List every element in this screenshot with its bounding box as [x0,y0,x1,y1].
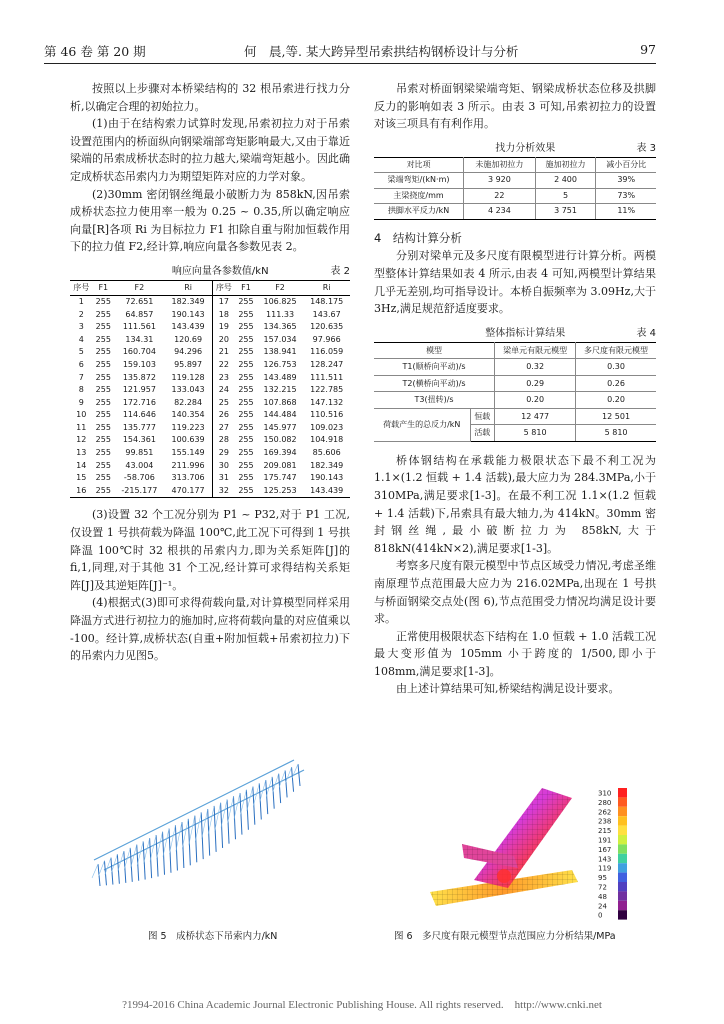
table-cell: 255 [238,309,254,319]
legend-tick-label: 95 [598,874,607,883]
table-cell: 11% [596,204,656,220]
table-cell: 5 [535,188,596,204]
cable-line [227,796,233,823]
table-cell: 255 [238,372,254,382]
left-column [70,80,350,665]
table-4-caption: 整体指标计算结果 表 4 [485,327,656,339]
footer-copyright: ?1994-2016 China Academic Journal Electronic Publishing House. All rights reserved. http://www.cnki.net [122,999,602,1011]
paragraph: 分别对梁单元及多尺度有限模型进行计算分析。两模型整体计算结果如表 4 所示,由表 4 可知,两模型计算结果几乎无差别,均可指导设计。本桥自振频率为 3.09Hz,大于 3Hz,满足规范舒适度要求。 [374,249,656,316]
table-cell: 22 [212,359,235,372]
table-header-cell: 未施加初拉力 [464,157,536,173]
table-cell: 135.777 [122,422,156,432]
table-cell: 7 [78,372,84,382]
table-cell: 4 [78,334,84,344]
table-row [70,334,350,347]
paragraph: 桥体钢结构在承载能力极限状态下最不利工况为 1.1×(1.2 恒载 + 1.4 活载),最大应力为 284.3MPa,小于 310MPa,满足要求[1-3]。在最不利工况 1.1×(1.2 恒载 + 1.4 活载)下,吊索具有最大轴力,为 414kN。30mm 密封钢丝绳,最小破断拉力为 858kN,大于 818kN(414kN×2),满足要求[1-3]。 [374,453,656,555]
table-cell: 27 [212,422,235,435]
table-cell: 2 [78,309,84,319]
legend-swatch [618,891,627,900]
table-cell: 21 [212,346,235,359]
cable-line [292,764,298,778]
legend-swatch [618,844,627,853]
table-cell: 18 [212,309,235,322]
table-cell: 主梁挠度/mm [374,188,464,204]
cable-line [169,825,175,854]
legend-tick-label: 262 [598,808,612,817]
cable-line [208,806,214,835]
cable-line [202,809,208,839]
table-cell: T2(横桥向平动)/s [374,375,495,392]
table-cell: 16 [70,485,93,498]
table-cell: 1 [78,296,84,306]
legend-swatch [618,863,627,872]
table-cell: 128.247 [310,359,344,369]
table-cell: 255 [95,359,111,369]
table-cell: 3 920 [464,173,536,189]
table-cell: 5 810 [495,425,576,442]
cable-line [286,767,292,783]
table-cell: -58.706 [123,473,155,483]
table-row [70,372,350,385]
cable-line [150,835,156,861]
table-cell: 10 [76,410,87,420]
legend-tick-label: 280 [598,798,612,807]
cable-line [144,838,150,863]
table-cell: 157.034 [263,334,297,344]
table-row [70,485,350,498]
paragraph: (4)根据式(3)即可求得荷载向量,对计算模型同样采用降温方式进行初拉力的施加时,应将荷载向量的对应值乘以 -100。经计算,成桥状态(自重+附加恒载+吊索初拉力)下的吊索内力见图5。 [70,596,350,663]
cable-line [260,780,266,802]
table-cell: 255 [238,296,254,306]
table-cell: 17 [212,295,235,308]
table-cell: 255 [238,410,254,420]
cable-line [215,803,221,832]
table-header-cell: F1 [235,280,257,295]
table-cell: 144.484 [263,410,297,420]
table-row [374,408,656,425]
legend-tick-label: 119 [598,864,612,873]
table-cell: 拱脚水平反力/kN [374,204,464,220]
table-cell: 97.966 [312,334,341,344]
table-cell: 0.32 [495,359,576,376]
table-2 [70,280,350,499]
page-header [44,42,656,64]
table-cell: 73% [596,188,656,204]
journal-volume: 第 46 卷 第 20 期 [44,44,146,59]
page-number: 97 [640,42,656,57]
table-cell: 132.215 [263,385,297,395]
figure-5-caption: 图 5 成桥状态下吊索内力/kN [148,931,278,942]
cable-line [163,829,169,857]
legend-swatch [618,882,627,891]
cable-line [272,777,274,809]
paragraph: 考察多尺度有限元模型中节点区域受力情况,考虑圣维南原理节点范围最大应力为 216.02MPa,出现在 1 号拱与桥面钢梁交点处(图 6),节点范围受力情况均满足设计要求。 [374,559,656,626]
table-cell: 梁端弯矩/(kN·m) [374,173,464,189]
table-row [70,295,350,308]
legend-tick-label: 238 [598,817,612,826]
table-header-cell: 减小百分比 [596,157,656,173]
legend-swatch [618,854,627,863]
cable-line [182,819,188,849]
table-cell: 138.941 [263,347,297,357]
table-cell: 150.082 [263,435,297,445]
table-cell: 11 [76,422,87,432]
table-cell: 28 [212,434,235,447]
table-cell: 160.704 [122,347,156,357]
table-cell: 313.706 [171,473,205,483]
table-row [70,309,350,322]
table-cell: 143.439 [171,322,205,332]
table-cell: 255 [238,385,254,395]
table-row [374,204,656,220]
legend-swatch [618,835,627,844]
legend-swatch [618,797,627,806]
table-cell: 255 [95,473,111,483]
table-cell: 172.716 [122,397,156,407]
table-cell: 23 [212,372,235,385]
table-cell: 116.059 [310,347,344,357]
deck-line [94,760,294,860]
table-cell: 15 [76,473,87,483]
table-header-cell: 多尺度有限元模型 [576,342,656,359]
table-3 [374,157,656,220]
table-header-cell: F2 [257,280,304,295]
legend-swatch [618,788,627,797]
legend-swatch [618,901,627,910]
cable-line [240,790,246,815]
legend-swatch [618,826,627,835]
cable-line [298,764,300,786]
table-cell: 255 [95,347,111,357]
table-cell: 0.20 [576,392,656,409]
table-cell: 470.177 [165,485,212,498]
table-cell: 255 [95,410,111,420]
table-cell: 154.361 [122,435,156,445]
table-cell: 255 [95,296,111,306]
table-cell: 255 [95,334,111,344]
table-cell: T3(扭转)/s [374,392,495,409]
max-stress-spot [497,869,511,883]
table-row [374,392,656,409]
cable-line [124,848,130,870]
table-cell: 114.646 [122,410,156,420]
table-cell: 143.439 [303,485,350,498]
table-cell: 9 [78,397,84,407]
table-cell: 255 [95,448,111,458]
table-cell: 255 [93,485,115,498]
table-cell: 14 [76,460,87,470]
legend-tick-label: 72 [598,883,607,892]
right-column [374,80,656,698]
cable-line [221,799,227,827]
table-cell: 30 [212,460,235,473]
table-cell: 143.67 [312,309,341,319]
paragraph: 按照以上步骤对本桥梁结构的 32 根吊索进行找力分析,以确定合理的初始拉力。 [70,82,350,113]
table-cell: 190.143 [171,309,205,319]
table-row [70,460,350,473]
table-cell: 155.149 [171,448,205,458]
table-header-cell: F2 [114,280,165,295]
table-cell: 32 [212,485,235,498]
table-cell: 13 [76,448,87,458]
table-cell: 120.69 [174,334,203,344]
table-cell: 26 [212,409,235,422]
cable-line [195,812,201,842]
table-cell: 255 [95,372,111,382]
table-cell: 119.223 [171,422,205,432]
table-cell: 125.253 [257,485,304,498]
table-cell: 64.857 [125,309,154,319]
table-row [374,359,656,376]
table-cell: 135.872 [122,372,156,382]
table-cell: 255 [238,422,254,432]
table-cell: -215.177 [114,485,165,498]
cable-line [157,832,163,859]
table-cell: 255 [95,385,111,395]
table-cell: 82.284 [174,397,203,407]
table-row [70,359,350,372]
legend-tick-label: 191 [598,836,612,845]
table-cell: 0.20 [495,392,576,409]
table-cell: T1(顺桥向平动)/s [374,359,495,376]
table-cell: 39% [596,173,656,189]
table-cell: 6 [78,359,84,369]
table-row [70,422,350,435]
table-cell: 12 501 [576,408,656,425]
table-cell: 182.349 [310,460,344,470]
table-cell: 5 810 [576,425,656,442]
table-cell: 85.606 [312,448,341,458]
table-row [70,447,350,460]
table-cell: 148.175 [310,296,344,306]
paragraph: (1)由于在结构索力试算时发现,吊索初拉力对于吊索设置范围内的桥面纵向钢梁端部弯矩影响最大,又由于靠近梁端的吊索成桥状态时的拉力越大,梁端弯矩越小。因此确定成桥状态吊索内力为期望矩阵对应的力学对象。 [70,117,350,183]
table-cell: 4 234 [464,204,536,220]
table-cell: 95.897 [174,359,203,369]
cable-line [279,774,281,803]
table-cell: 169.394 [263,448,297,458]
legend-tick-label: 143 [598,855,612,864]
table-cell: 133.043 [171,385,205,395]
table-cell: 255 [238,347,254,357]
cable-line [176,822,182,851]
table-cell: 0.26 [576,375,656,392]
table-cell: 8 [78,385,84,395]
table-cell: 147.132 [310,397,344,407]
table-row [70,346,350,359]
table-2-caption: 响应向量各参数值/kN 表 2 [171,265,350,277]
table-header-cell: 梁单元有限元模型 [495,342,576,359]
table-cell: 104.918 [310,435,344,445]
table-cell: 110.516 [310,410,344,420]
table-cell: 106.825 [263,296,297,306]
paragraph: 正常使用极限状态下结构在 1.0 恒载 + 1.0 活载工况最大变形值为 105mm 小于跨度的 1/500,即小于 108mm,满足要求[1-3]。 [374,629,656,678]
legend-swatch [618,807,627,816]
table-cell: 255 [238,435,254,445]
table-cell: 94.296 [174,347,203,357]
cable-line [105,858,111,875]
section-heading: 4 结构计算分析 [374,230,462,245]
table-header-cell: 序号 [212,280,235,295]
table-header-cell: Ri [303,280,350,295]
table-cell: 111.511 [310,372,344,382]
table-cell: 0.29 [495,375,576,392]
table-cell: 140.354 [171,410,205,420]
table-cell: 20 [212,334,235,347]
table-3-caption: 找力分析效果 表 3 [495,142,656,154]
legend-tick-label: 310 [598,789,612,798]
table-4 [374,342,656,442]
cable-line [292,767,294,792]
figure-6-caption: 图 6 多尺度有限元模型节点范围应力分析结果/MPa [394,931,616,942]
legend-tick-label: 167 [598,845,612,854]
paragraph: 吊索对桥面钢梁梁端弯矩、钢梁成桥状态位移及拱脚反力的影响如表 3 所示。由表 3 可知,吊索初拉力的设置对该三项具有有利作用。 [374,82,656,131]
table-cell: 145.977 [263,422,297,432]
table-row [70,384,350,397]
table-cell: 荷载产生的总反力/kN [374,408,470,441]
header-rule [44,63,656,64]
table-cell: 99.851 [125,448,154,458]
table-header-cell: F1 [93,280,115,295]
table-cell: 190.143 [310,473,344,483]
table-cell: 22 [464,188,536,204]
table-cell: 100.639 [171,435,205,445]
table-header-cell: 对比项 [374,157,464,173]
table-cell: 255 [238,334,254,344]
table-cell: 209.081 [263,460,297,470]
table-cell: 5 [78,347,84,357]
table-cell: 255 [238,359,254,369]
cable-line [189,816,195,846]
table-cell: 159.103 [122,359,156,369]
table-cell: 175.747 [263,473,297,483]
table-row [70,472,350,485]
cable-line [234,793,240,819]
table-row [70,321,350,334]
table-cell: 111.561 [122,322,156,332]
table-cell: 恒载 [470,408,495,425]
cable-line [98,861,104,877]
table-cell: 134.31 [125,334,154,344]
table-cell: 31 [212,472,235,485]
table-cell: 111.33 [266,309,295,319]
table-cell: 126.753 [263,359,297,369]
running-title: 何 晨,等. 某大跨异型吊索拱结构钢桥设计与分析 [244,44,519,59]
table-cell: 255 [238,448,254,458]
table-header-cell: 施加初拉力 [535,157,596,173]
table-cell: 255 [95,309,111,319]
table-row [374,173,656,189]
legend-swatch [618,910,627,919]
figure-5-cable-forces [84,740,324,920]
cable-line [279,770,285,787]
figure-6-stress-contour [422,784,662,924]
table-cell: 255 [235,485,257,498]
table-cell: 211.996 [171,460,205,470]
table-cell: 255 [238,460,254,470]
table-cell: 107.868 [263,397,297,407]
table-row [70,409,350,422]
legend-swatch [618,816,627,825]
paragraph: (2)30mm 密闭钢丝绳最小破断力为 858kN,因吊索成桥状态拉力使用率一般为 0.25 ~ 0.35,所以确定响应向量[R]各项 Ri 为目标拉力 F1 扣除自重与附加恒载作用下的拉力值 F2,经计算,响应向量各参数见表 2。 [70,187,350,254]
legend-tick-label: 24 [598,902,607,911]
table-cell: 24 [212,384,235,397]
table-cell: 3 [78,322,84,332]
table-cell: 2 400 [535,173,596,189]
table-header-cell: Ri [165,280,212,295]
table-cell: 143.489 [263,372,297,382]
table-cell: 43.004 [125,460,154,470]
table-cell: 19 [212,321,235,334]
table-cell: 0.30 [576,359,656,376]
cable-line [285,770,287,797]
table-cell: 活载 [470,425,495,442]
legend-tick-label: 48 [598,892,607,901]
table-row [70,434,350,447]
table-row [374,375,656,392]
table-cell: 72.651 [125,296,154,306]
cable-line [92,864,98,878]
table-cell: 122.785 [310,385,344,395]
paragraph: (3)设置 32 个工况分别为 P1 ~ P32,对于 P1 工况,仅设置 1 号拱荷载为降温 100℃,此工况下可得到 1 号拱降温 100℃时 32 根拱的吊索内力,即为关系矩阵[J]的 fi,1,同理,对于其他 31 个工况,经计算可求得结构关系矩阵[J]及其逆矩阵[J]⁻¹。 [70,508,350,592]
table-cell: 255 [238,397,254,407]
table-cell: 109.023 [310,422,344,432]
paragraph: 由上述计算结果可知,桥梁结构满足设计要求。 [396,682,620,696]
table-cell: 12 [76,435,87,445]
table-cell: 255 [95,460,111,470]
cable-line [253,787,255,825]
legend-swatch [618,873,627,882]
table-cell: 29 [212,447,235,460]
table-row [70,397,350,410]
table-cell: 119.128 [171,372,205,382]
table-cell: 255 [238,473,254,483]
table-cell: 255 [95,435,111,445]
table-cell: 3 751 [535,204,596,220]
cable-line [266,780,268,814]
legend-tick-label: 215 [598,827,612,836]
table-cell: 255 [95,397,111,407]
table-header-cell: 模型 [374,342,495,359]
table-cell: 255 [95,422,111,432]
table-cell: 255 [238,322,254,332]
legend-tick-label: 0 [598,911,603,920]
table-cell: 182.349 [171,296,205,306]
table-row [374,188,656,204]
table-cell: 12 477 [495,408,576,425]
table-cell: 120.635 [310,322,344,332]
table-cell: 255 [95,322,111,332]
table-cell: 134.365 [263,322,297,332]
table-cell: 25 [212,397,235,410]
table-cell: 121.957 [122,385,156,395]
table-header-cell: 序号 [70,280,93,295]
